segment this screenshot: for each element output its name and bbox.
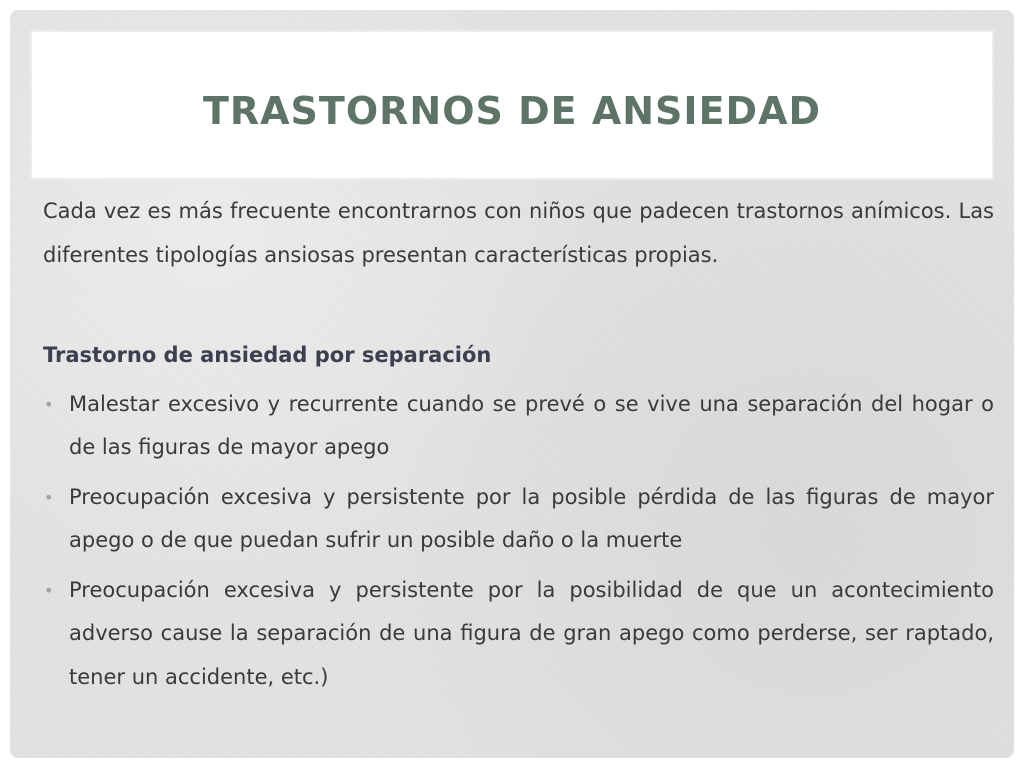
bullet-icon: • (44, 487, 54, 507)
list-item (43, 383, 994, 470)
slide-title: TRASTORNOS DE ANSIEDAD (202, 89, 822, 133)
slide (10, 10, 1014, 758)
bullet-icon: • (44, 580, 54, 600)
list-item (43, 569, 994, 700)
title-box (30, 30, 994, 180)
bullet-text: Malestar excesivo y recurrente cuando se prevé o se vive una separación del hogar o de las figuras de mayor apego (69, 391, 994, 459)
bullet-text: Preocupación excesiva y persistente por la posibilidad de que un acontecimiento adverso cause la separación de una figura de gran apego como perderse, ser raptado, tener un accidente, etc.) (69, 577, 994, 689)
list-item (43, 476, 994, 563)
bullet-text: Preocupación excesiva y persistente por la posible pérdida de las figuras de mayor apego o de que puedan sufrir un posible daño o la muerte (69, 484, 994, 552)
slide-body (43, 190, 994, 705)
section-subheading: Trastorno de ansiedad por separación (43, 343, 492, 367)
intro-paragraph: Cada vez es más frecuente encontrarnos con niños que padecen trastornos anímicos. Las diferentes tipologías ansiosas presentan características propias. (43, 199, 994, 267)
bullet-list (43, 383, 994, 700)
bullet-icon: • (44, 394, 54, 414)
